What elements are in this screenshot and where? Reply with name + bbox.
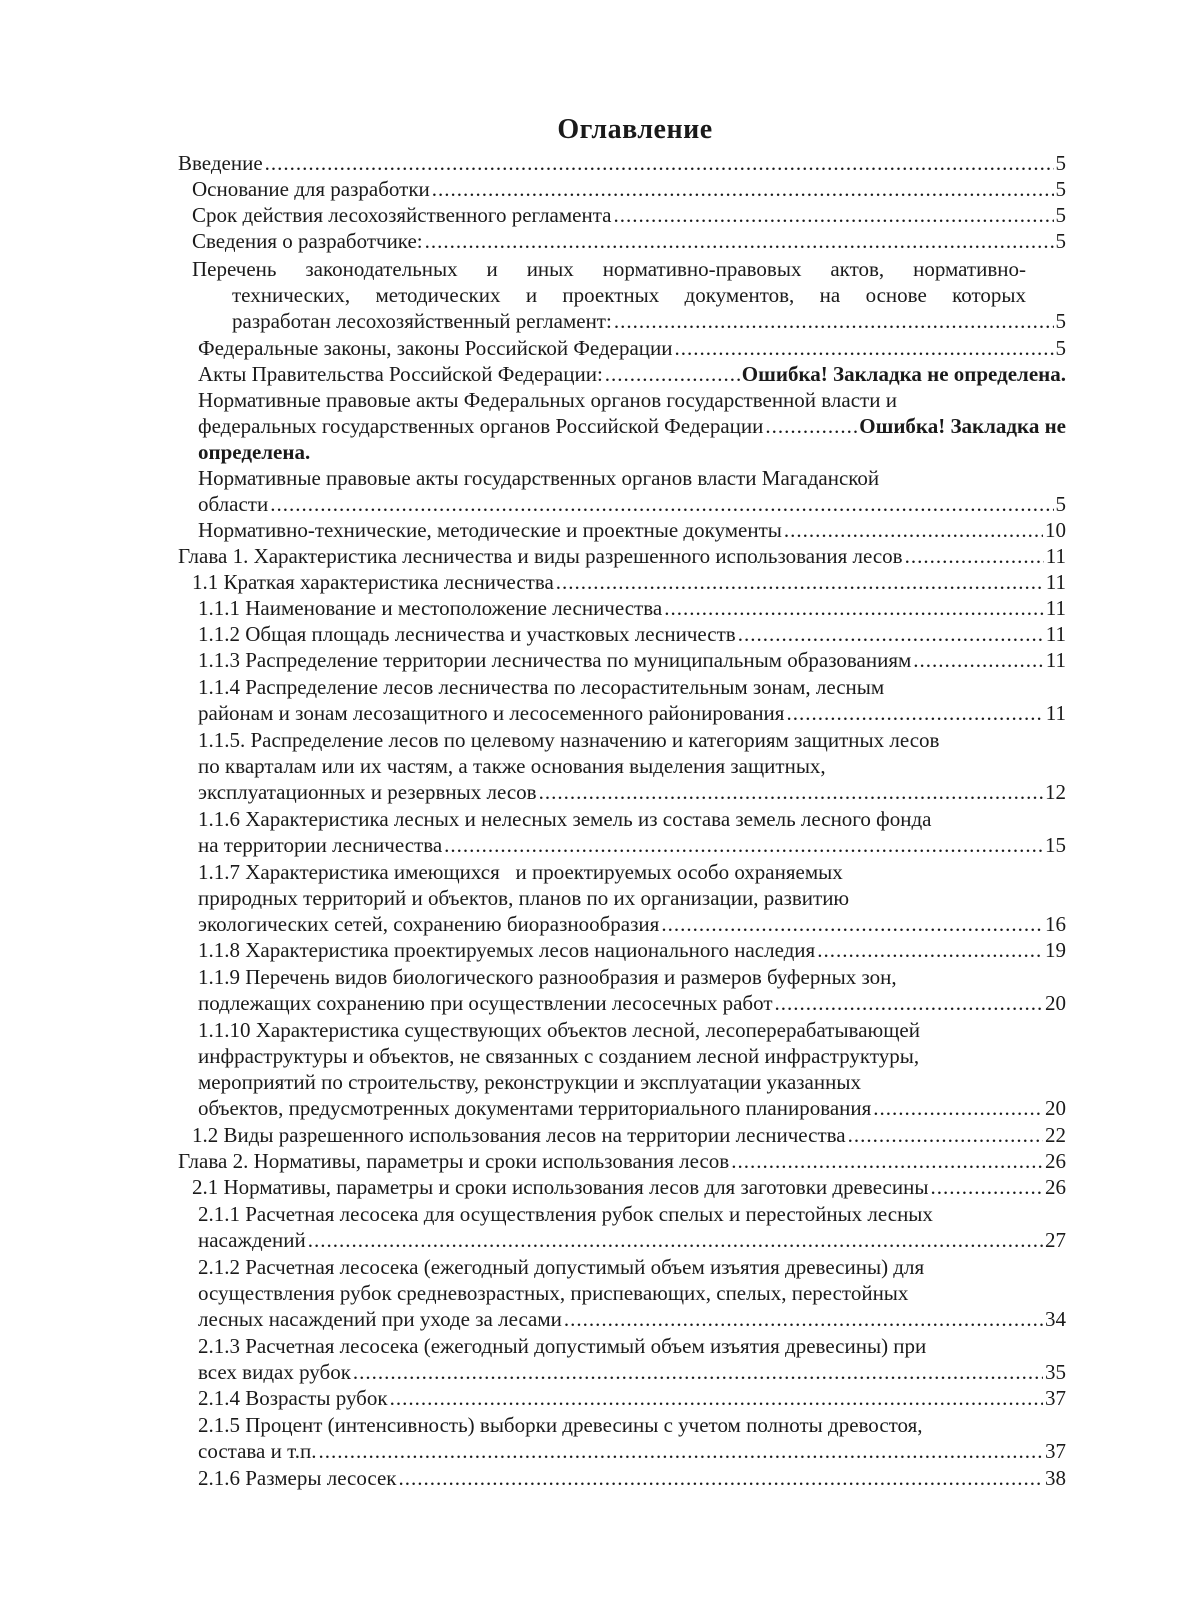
toc-entry-s1-1-2[interactable] xyxy=(198,621,1066,647)
toc-entry-text: Федеральные законы, законы Российской Федерации xyxy=(198,336,673,360)
toc-entry-s2-1-3-line1[interactable]: 2.1.3 Расчетная лесосека (ежегодный допустимый объем изъятия древесины) при xyxy=(198,1334,927,1358)
toc-page-number: 5 xyxy=(1055,336,1066,360)
leader-dots xyxy=(399,1465,1044,1491)
leader-dots xyxy=(848,1122,1043,1148)
toc-page-number: 5 xyxy=(1055,151,1066,175)
toc-entry-vvedenie[interactable] xyxy=(178,150,1066,176)
toc-entry-ch2[interactable] xyxy=(178,1148,1066,1174)
toc-entry-text: 2.1 Нормативы, параметры и сроки использования лесов для заготовки древесины xyxy=(192,1175,929,1199)
toc-entry-text: 1.1.3 Распределение территории лесничества по муниципальным образованиям xyxy=(198,648,912,672)
toc-page-number: 16 xyxy=(1045,912,1066,936)
toc-page-number: 11 xyxy=(1045,648,1066,672)
toc-entry-s1-1-5-line1[interactable]: 1.1.5. Распределение лесов по целевому назначению и категориям защитных лесов xyxy=(198,728,940,752)
toc-entry-text: 1.1 Краткая характеристика лесничества xyxy=(192,570,554,594)
leader-dots xyxy=(432,176,1054,202)
toc-entry-npa-fed-line1[interactable]: Нормативные правовые акты Федеральных органов государственной власти и xyxy=(198,388,897,412)
toc-page-number: 35 xyxy=(1045,1360,1066,1384)
toc-entry-s1-2[interactable] xyxy=(192,1122,1066,1148)
toc-entry-text: области xyxy=(198,492,269,516)
leader-dots xyxy=(444,832,1043,858)
leader-dots xyxy=(738,621,1044,647)
toc-entry-s2-1-1-line1[interactable]: 2.1.1 Расчетная лесосека для осуществления рубок спелых и перестойных лесных xyxy=(198,1202,933,1226)
toc-entry-s1-1-6-line1[interactable]: 1.1.6 Характеристика лесных и нелесных земель из состава земель лесного фонда xyxy=(198,807,932,831)
toc-entry-text: на территории лесничества xyxy=(198,833,443,857)
toc-entry-text: Глава 1. Характеристика лесничества и виды разрешенного использования лесов xyxy=(178,544,903,568)
toc-entry-text: подлежащих сохранению при осуществлении лесосечных работ xyxy=(198,991,773,1015)
toc-page-number: 27 xyxy=(1045,1228,1066,1252)
toc-entry-text: Нормативно-технические, методические и проектные документы xyxy=(198,518,782,542)
toc-page-number: 26 xyxy=(1045,1149,1066,1173)
leader-dots xyxy=(775,990,1043,1016)
toc-entry-text: районам и зонам лесозащитного и лесосеменного районирования xyxy=(198,701,785,725)
toc-entry-text: состава и т.п. xyxy=(198,1439,317,1463)
toc-page-number: 20 xyxy=(1045,1096,1066,1120)
bookmark-error: Ошибка! Закладка не определена. xyxy=(741,362,1066,386)
toc-entry-text: эксплуатационных и резервных лесов xyxy=(198,780,537,804)
toc-entry-text: Основание для разработки xyxy=(192,177,430,201)
toc-page-number: 37 xyxy=(1045,1386,1066,1410)
page-title: Оглавление xyxy=(557,114,713,145)
toc-entry-text: Срок действия лесохозяйственного регламента xyxy=(192,203,612,227)
leader-dots xyxy=(265,150,1054,176)
toc-entry-s1-1-1[interactable] xyxy=(198,595,1066,621)
toc-entry-svedeniya[interactable] xyxy=(192,228,1066,254)
leader-dots xyxy=(556,569,1044,595)
toc-entry-text: Сведения о разработчике: xyxy=(192,229,423,253)
toc-entry-s2-1-5-line1[interactable]: 2.1.5 Процент (интенсивность) выборки древесины с учетом полноты древостоя, xyxy=(198,1413,923,1437)
leader-dots xyxy=(564,1306,1043,1332)
toc-page-number: 26 xyxy=(1045,1175,1066,1199)
toc-page-number: 12 xyxy=(1045,780,1066,804)
leader-dots xyxy=(905,543,1044,569)
toc-entry-s1-1-5[interactable] xyxy=(198,779,1066,805)
toc-page-number: 5 xyxy=(1055,492,1066,516)
leader-dots xyxy=(731,1148,1043,1174)
toc-entry-text: Акты Правительства Российской Федерации: xyxy=(198,362,603,386)
leader-dots xyxy=(318,1438,1043,1464)
leader-dots xyxy=(539,779,1043,805)
leader-dots xyxy=(675,335,1054,361)
toc-entry-s1-1-7-line2[interactable]: природных территорий и объектов, планов по их организации, развитию xyxy=(198,886,850,910)
leader-dots xyxy=(930,1174,1043,1200)
toc-entry-s1-1[interactable] xyxy=(192,569,1066,595)
toc-page-number: 34 xyxy=(1045,1307,1066,1331)
leader-dots xyxy=(786,700,1043,726)
toc-entry-s1-1-6[interactable] xyxy=(198,832,1066,858)
toc-page-number: 5 xyxy=(1055,309,1066,333)
toc-entry-text: экологических сетей, сохранению биоразнообразия xyxy=(198,912,660,936)
leader-dots xyxy=(308,1227,1043,1253)
leader-dots xyxy=(817,937,1043,963)
toc-entry-text: насаждений xyxy=(198,1228,306,1252)
toc-page-number: 11 xyxy=(1045,596,1066,620)
leader-dots xyxy=(913,647,1043,673)
toc-entry-npa-mag[interactable] xyxy=(198,491,1066,517)
toc-entry-srok[interactable] xyxy=(192,202,1066,228)
leader-dots xyxy=(664,595,1044,621)
toc-page-number: 38 xyxy=(1045,1466,1066,1490)
toc-entry-text: разработан лесохозяйственный регламент: xyxy=(232,309,612,333)
toc-entry-s2-1-1[interactable] xyxy=(198,1227,1066,1253)
toc-entry-ch1[interactable] xyxy=(178,543,1066,569)
toc-page-number: 10 xyxy=(1045,518,1066,542)
toc-entry-s1-1-5-line2[interactable]: по кварталам или их частям, а также основания выделения защитных, xyxy=(198,754,826,778)
toc-entry-osnovanie[interactable] xyxy=(192,176,1066,202)
toc-entry-ntd[interactable] xyxy=(198,517,1066,543)
toc-entry-s1-1-9-line1[interactable]: 1.1.9 Перечень видов биологического разнообразия и размеров буферных зон, xyxy=(198,965,897,989)
toc-page-number: 20 xyxy=(1045,991,1066,1015)
toc-page-number: 37 xyxy=(1045,1439,1066,1463)
toc-entry-s2-1-2[interactable] xyxy=(198,1306,1066,1332)
toc-page-number: 11 xyxy=(1045,570,1066,594)
toc-entry-s2-1-6[interactable] xyxy=(198,1465,1066,1491)
toc-entry-perechen[interactable] xyxy=(232,308,1066,334)
toc-entry-text: объектов, предусмотренных документами территориального планирования xyxy=(198,1096,872,1120)
toc-page-number: 5 xyxy=(1055,177,1066,201)
toc-entry-s1-1-7-line1[interactable]: 1.1.7 Характеристика имеющихся и проектируемых особо охраняемых xyxy=(198,860,843,884)
leader-dots xyxy=(425,228,1054,254)
toc-page-number: 5 xyxy=(1055,203,1066,227)
toc-page-number: 11 xyxy=(1045,701,1066,725)
toc-page-number: 5 xyxy=(1055,229,1066,253)
toc-entry-s1-1-3[interactable] xyxy=(198,647,1066,673)
toc-page-number: 19 xyxy=(1045,938,1066,962)
toc-entry-s2-1-4[interactable] xyxy=(198,1385,1066,1411)
toc-entry-text: 1.1.1 Наименование и местоположение лесничества xyxy=(198,596,663,620)
toc-entry-akty[interactable] xyxy=(198,361,1066,387)
toc-entry-s1-1-8[interactable] xyxy=(198,937,1066,963)
leader-dots xyxy=(614,308,1054,334)
toc-entry-text: 2.1.4 Возрасты рубок xyxy=(198,1386,388,1410)
toc-entry-s1-1-10-line3[interactable]: мероприятий по строительству, реконструкции и эксплуатации указанных xyxy=(198,1070,861,1094)
leader-dots xyxy=(873,1095,1043,1121)
toc-page-number: 22 xyxy=(1045,1123,1066,1147)
toc-entry-s1-1-4-line1[interactable]: 1.1.4 Распределение лесов лесничества по лесорастительным зонам, лесным xyxy=(198,675,885,699)
toc-entry-text: 2.1.6 Размеры лесосек xyxy=(198,1466,397,1490)
toc-page-number: 15 xyxy=(1045,833,1066,857)
leader-dots xyxy=(765,413,857,439)
toc-entry-perechen-line1[interactable]: Перечень законодательных и иных нормативно-правовых актов, нормативно- xyxy=(192,257,1026,281)
toc-page-number: 11 xyxy=(1045,622,1066,646)
toc-entry-s2-1[interactable] xyxy=(192,1174,1066,1200)
leader-dots xyxy=(784,517,1043,543)
leader-dots xyxy=(613,202,1053,228)
toc-entry-text: всех видах рубок xyxy=(198,1360,351,1384)
toc-entry-npa-mag-line1[interactable]: Нормативные правовые акты государственных органов власти Магаданской xyxy=(198,466,880,490)
leader-dots xyxy=(353,1359,1043,1385)
leader-dots xyxy=(605,361,740,387)
toc-entry-s1-1-10-line1[interactable]: 1.1.10 Характеристика существующих объектов лесной, лесоперерабатывающей xyxy=(198,1018,920,1042)
toc-entry-s2-1-5[interactable] xyxy=(198,1438,1066,1464)
toc-entry-text: Введение xyxy=(178,151,263,175)
toc-entry-text: федеральных государственных органов Российской Федерации xyxy=(198,414,764,438)
toc-entry-s2-1-2-line2[interactable]: осуществления рубок средневозрастных, приспевающих, спелых, перестойных xyxy=(198,1281,909,1305)
toc-entry-text: Глава 2. Нормативы, параметры и сроки использования лесов xyxy=(178,1149,730,1173)
toc-entry-s2-1-3[interactable] xyxy=(198,1359,1066,1385)
toc-entry-s1-1-4[interactable] xyxy=(198,700,1066,726)
toc-entry-text: лесных насаждений при уходе за лесами xyxy=(198,1307,562,1331)
bookmark-error: Ошибка! Закладка не xyxy=(859,414,1066,438)
toc-page-number: 11 xyxy=(1045,544,1066,568)
toc-entry-perechen-line2[interactable]: технических, методических и проектных документов, на основе которых xyxy=(232,283,1026,307)
toc-entry-s1-1-10[interactable] xyxy=(198,1095,1066,1121)
leader-dots xyxy=(390,1385,1043,1411)
toc-entry-fz[interactable] xyxy=(198,335,1066,361)
leader-dots xyxy=(661,911,1043,937)
leader-dots xyxy=(270,491,1053,517)
toc-entry-s1-1-7[interactable] xyxy=(198,911,1066,937)
toc-entry-s1-1-9[interactable] xyxy=(198,990,1066,1016)
toc-entry-text: 1.1.8 Характеристика проектируемых лесов национального наследия xyxy=(198,938,816,962)
toc-entry-text: 1.1.2 Общая площадь лесничества и участковых лесничеств xyxy=(198,622,736,646)
toc-entry-text: 1.2 Виды разрешенного использования лесов на территории лесничества xyxy=(192,1123,846,1147)
bookmark-error-continued: определена. xyxy=(198,440,311,464)
toc-entry-s2-1-2-line1[interactable]: 2.1.2 Расчетная лесосека (ежегодный допустимый объем изъятия древесины) для xyxy=(198,1255,925,1279)
toc-entry-s1-1-10-line2[interactable]: инфраструктуры и объектов, не связанных с созданием лесной инфраструктуры, xyxy=(198,1044,920,1068)
toc-entry-npa-fed[interactable] xyxy=(198,413,1066,439)
